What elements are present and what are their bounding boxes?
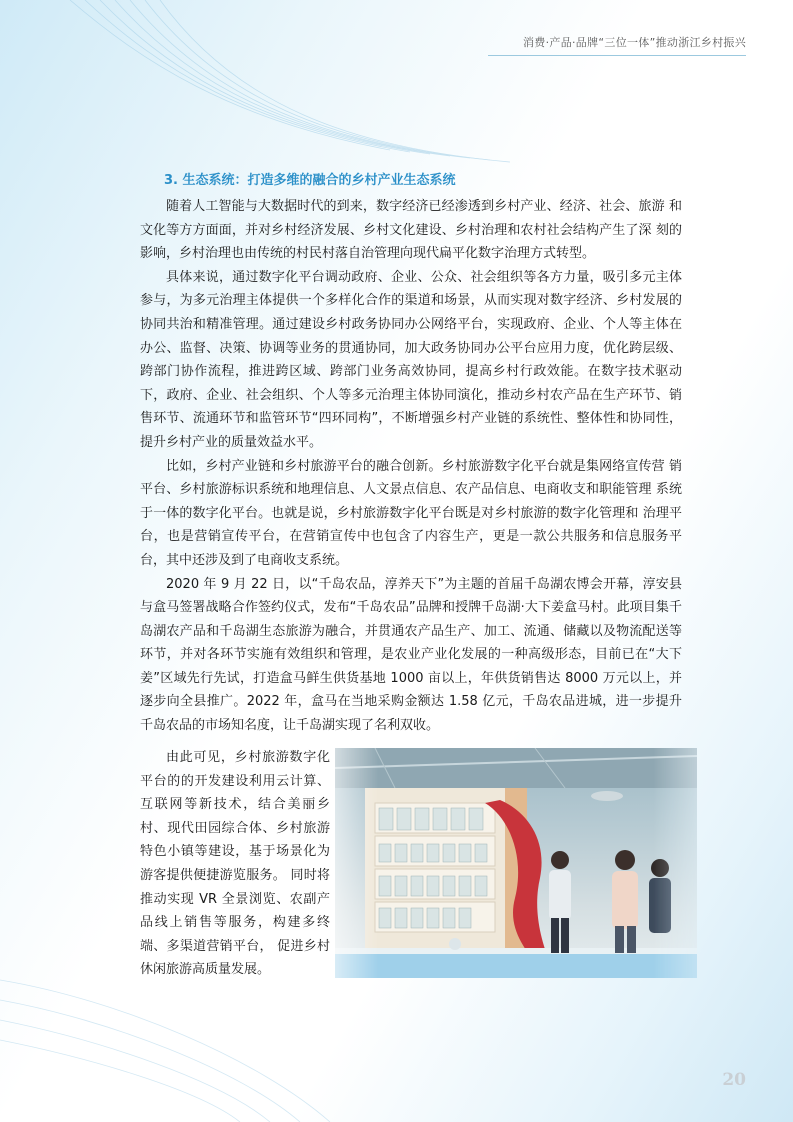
- section-heading: 3. 生态系统：打造多维的融合的乡村产业生态系统: [164, 173, 456, 188]
- running-header: 消费·产品·品牌“三位一体”推动浙江乡村振兴: [523, 36, 746, 49]
- store-shelf-photo: [335, 748, 697, 978]
- side-paragraph: 由此可见，乡村旅游数字化平台的的开发建设利用云计算、互联网等新技术，结合美丽乡村、现代田园综合体、乡村旅游特色小镇等建设，基于场景化为游客提供便捷游览服务。 同时将推动实现 VR 全景浏览、农副产品线上销售等服务，构建多终端、多渠道营销平台， 促进乡村休闲旅游高质量发展。: [140, 750, 330, 978]
- paragraph: 2020 年 9 月 22 日，以“千岛农品，淳养天下”为主题的首届千岛湖农博会开幕，淳安县与盒马签署战略合作签约仪式，发布“千岛农品”品牌和授牌千岛湖·大下姜盒马村。此项目集千岛湖农产品和千岛湖生态旅游为融合，并贯通农产品生产、加工、流通、储藏以及物流配送等环节，并对各环节实施有效组织和管理，是农业产业化发展的一种高级形态，目前已在“大下姜”区域先行先试，打造盒马鲜生供货基地 1000 亩以上，年供货销售达 8000 万元以上，并逐步向全县推广。2022 年，盒马在当地采购金额达 1.58 亿元，千岛农品进城，进一步提升千岛农品的市场知名度，让千岛湖实现了名利双收。: [140, 576, 682, 734]
- paragraph: 比如，乡村产业链和乡村旅游平台的融合创新。乡村旅游数字化平台就是集网络宣传营 销平台、乡村旅游标识系统和地理信息、人文景点信息、农产品信息、电商收支和职能管理 系统于一体的数字化平台。也就是说，乡村旅游数字化平台既是对乡村旅游的数字化管理和 治理平台，也是营销宣传平台，在营销宣传中也包含了内容生产，更是一款公共服务和信息服务平台，其中还涉及到了电商收支系统。: [140, 458, 682, 568]
- article-body: [140, 170, 682, 738]
- paragraph: 具体来说，通过数字化平台调动政府、企业、公众、社会组织等各方力量，吸引多元主体参与，为多元治理主体提供一个多样化合作的渠道和场景，从而实现对数字经济、乡村发展的协同共治和精准管理。通过建设乡村政务协同办公网络平台，实现政府、企业、个人等主体在办公、监督、决策、协调等业务的贯通协同，加大政务协同办公平台应用力度，优化跨层级、跨部门协作流程，推进跨区域、跨部门业务高效协同，提高乡村行政效能。在数字技术驱动下，政府、企业、社会组织、个人等多元治理主体协同演化，推动乡村农产品在生产环节、销售环节、流通环节和监管环节“四环同构”，不断增强乡村产业链的系统性、整体性和协同性，提升乡村产业的质量效益水平。: [140, 269, 682, 450]
- paragraph: 随着人工智能与大数据时代的到来，数字经济已经渗透到乡村产业、经济、社会、旅游 和文化等方方面面，并对乡村经济发展、乡村文化建设、乡村治理和农村社会结构产生了深 刻的影响，乡村治理也由传统的村民村落自治管理向现代扁平化数字治理方式转型。: [140, 199, 682, 262]
- header-divider: [488, 55, 746, 56]
- page-number: 20: [722, 1070, 746, 1090]
- store-shelf-illustration: [335, 748, 697, 978]
